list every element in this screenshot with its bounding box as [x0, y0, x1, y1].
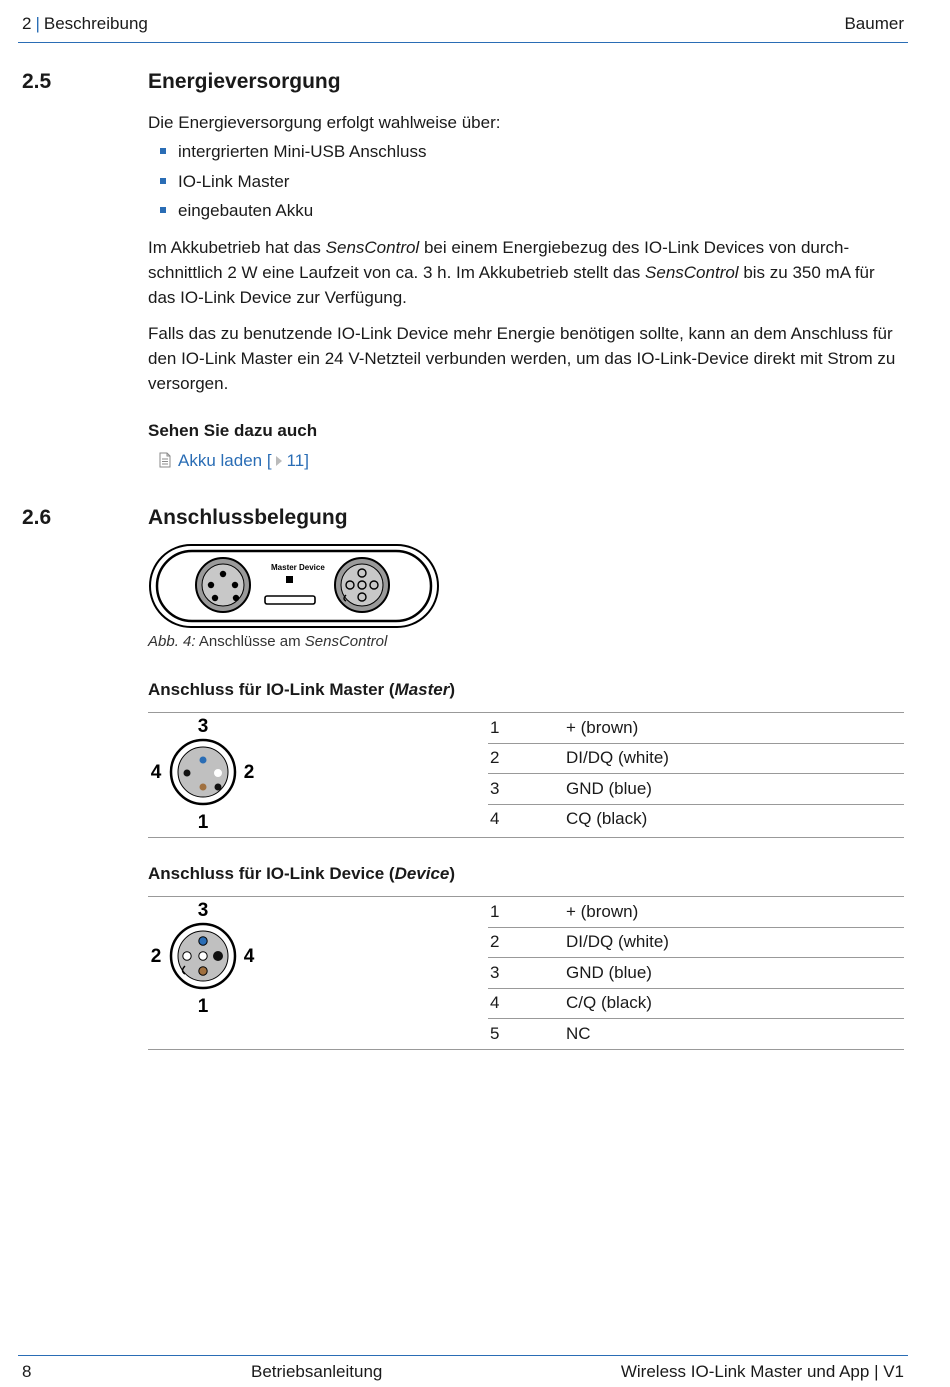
- pin-label-left: 4: [150, 762, 162, 783]
- bullet-list: [148, 137, 908, 226]
- label-master: Master: [271, 563, 297, 572]
- pin-blue-dot: [200, 757, 207, 764]
- document-icon: [158, 452, 172, 468]
- section-body: [148, 110, 908, 226]
- pin-label-left: 2: [150, 946, 162, 967]
- device-heading: Anschluss für IO-Link Device (Device): [148, 864, 456, 883]
- list-item: intergrierten Mini-USB Anschluss: [148, 137, 908, 167]
- paragraph-power: Falls das zu benutzende IO-Link Device mehr Energie benötigen sollte, kann an dem Anschluss für den IO-Link Master ein 24 V-Netzteil verbunden werden, um das IO-Link-Device direkt mit Strom zu versorgen.: [148, 324, 896, 393]
- table-row: 4 C/Q (black): [488, 988, 904, 1019]
- pin-white-dot: [215, 770, 222, 777]
- footer-product: Wireless IO-Link Master und App | V1: [620, 1362, 904, 1381]
- bullet-square-icon: [160, 207, 166, 213]
- bullet-square-icon: [160, 178, 166, 184]
- pin-brown-dot: [199, 967, 207, 975]
- see-also-link[interactable]: Akku laden [ 11]: [148, 448, 908, 473]
- table-row: 3 GND (blue): [488, 774, 904, 805]
- pin-label-bottom: 1: [197, 996, 209, 1017]
- product-name: SensControl: [325, 238, 420, 257]
- bullet-square-icon: [160, 148, 166, 154]
- pin-label-bottom: 1: [197, 812, 209, 833]
- table-row: 1 + (brown): [488, 713, 904, 743]
- see-also-title: Sehen Sie dazu auch: [148, 421, 318, 440]
- list-item: IO-Link Master: [148, 167, 908, 197]
- list-item: eingebauten Akku: [148, 196, 908, 226]
- device-pin-table: [488, 897, 904, 1049]
- table-row: 1 + (brown): [488, 897, 904, 927]
- table-row: 2 DI/DQ (white): [488, 743, 904, 774]
- paragraph-runtime: Im Akkubetrieb hat das SensControl bei einem Energiebezug des IO-Link Devices von durch-schnittlich 2 W eine Laufzeit von ca. 3 h. Im Akkubetrieb stellt das SensControl bis zu 350 mA für das IO-Link Device zur Verfügung.: [148, 238, 875, 307]
- table-row: 5 NC: [490, 1023, 591, 1043]
- master-pin-table: [488, 713, 904, 834]
- label-device: Device: [299, 563, 325, 572]
- pin-black-dot: [213, 951, 223, 961]
- pin-label-right: 2: [243, 762, 255, 783]
- link-page-number[interactable]: 11: [286, 451, 305, 470]
- footer-rule: [18, 1355, 908, 1356]
- pin-label-top: 3: [197, 900, 209, 921]
- master-heading: Anschluss für IO-Link Master (Master): [148, 680, 456, 699]
- pin-brown-dot: [200, 784, 207, 791]
- brand-name: Baumer: [844, 14, 904, 33]
- link-text[interactable]: Akku laden [: [178, 451, 272, 470]
- running-header: [22, 14, 148, 34]
- intro-text: Die Energieversorgung erfolgt wahlweise über:: [148, 113, 501, 132]
- device-connector-illustration: [148, 543, 440, 629]
- figure-caption: Abb. 4: Anschlüsse am SensControl: [148, 633, 388, 650]
- table-row: 4 CQ (black): [490, 809, 648, 829]
- caption-prefix: Abb. 4:: [148, 633, 196, 650]
- section-title: Anschlussbelegung: [148, 506, 348, 529]
- master-pin-diagram: [148, 712, 268, 836]
- table-row: 3 GND (blue): [488, 958, 904, 989]
- page-arrow-icon: [275, 455, 284, 467]
- pin-label-right: 4: [243, 946, 255, 967]
- chapter-title: Beschreibung: [43, 14, 148, 33]
- section-title: Energieversorgung: [148, 70, 341, 93]
- section-number: 2.5: [22, 70, 52, 93]
- pin-label-top: 3: [197, 716, 209, 737]
- section-number: 2.6: [22, 506, 52, 529]
- page-number: 8: [22, 1362, 32, 1381]
- product-name: SensControl: [645, 263, 739, 282]
- table-row: 2 DI/DQ (white): [488, 927, 904, 958]
- pin-black-dot: [184, 770, 191, 777]
- device-pin-diagram: [148, 896, 268, 1020]
- pin-blue-dot: [199, 937, 207, 945]
- chapter-number: 2: [22, 14, 32, 33]
- header-separator: |: [35, 14, 40, 33]
- footer-doc-type: Betriebsanleitung: [251, 1362, 383, 1381]
- header-rule: [18, 42, 908, 43]
- pin-white-dot: [183, 952, 191, 960]
